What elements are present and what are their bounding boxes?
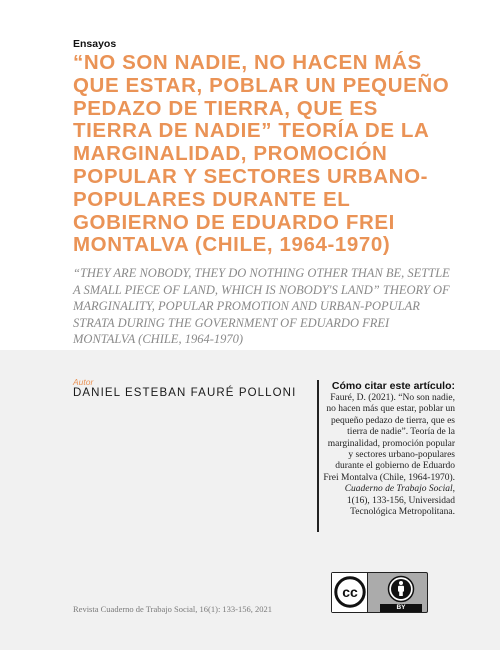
by-label: BY [380, 604, 422, 612]
attribution-box [380, 575, 422, 611]
attribution-person-icon [380, 575, 422, 604]
article-title: “NO SON NADIE, NO HACEN MÁS QUE ESTAR, POBLAR UN PEQUEÑO PEDAZO DE TIERRA, QUE ES TIERRA DE NADIE” TEORÍA DE LA MARGINALIDAD, PROMOCIÓN POPULAR Y SECTORES URBANO-POPULARES DURANTE EL GOBIERNO DE EDUARDO FREI MONTALVA (CHILE, 1964-1970) [73, 51, 450, 257]
journal-reference: Revista Cuaderno de Trabajo Social, 16(1): 133-156, 2021 [73, 604, 273, 614]
citation-heading: Cómo citar este artículo: [331, 380, 455, 392]
author-label: Autor [73, 377, 94, 387]
citation-divider [317, 380, 319, 532]
citation-journal-name: Cuaderno de Trabajo Social [344, 484, 453, 495]
article-english-title: “THEY ARE NOBODY, THEY DO NOTHING OTHER THAN BE, SETTLE A SMALL PIECE OF LAND, WHICH IS NOBODY'S LAND” THEORY OF MARGINALITY, POPULAR PROMOTION AND URBAN-POPULAR STRATA DURING THE GOVERNMENT OF EDUARDO FREI MONTALVA (CHILE, 1964-1970) [73, 266, 450, 346]
cc-mark: cc [342, 584, 358, 600]
cc-by-license-badge[interactable] [331, 572, 428, 613]
citation-text [322, 393, 455, 518]
citation-text-end: , 1(16), 133-156, Universidad Tecnológica Metropolitana. [346, 484, 455, 518]
cc-logo-box [332, 573, 368, 612]
author-name: DANIEL ESTEBAN FAURÉ POLLONI [73, 387, 297, 399]
creative-commons-icon [334, 576, 366, 608]
section-label: Ensayos [73, 38, 117, 50]
citation-text-main: Fauré, D. (2021). “No son nadie, no hacen más que estar, poblar un pequeño pedazo de tierra, que es tierra de nadie”. Teoría de la marginalidad, promoción popular y sectores urbano-populares durante el gobierno de Eduardo Frei Montalva (Chile, 1964-1970). [323, 393, 455, 483]
